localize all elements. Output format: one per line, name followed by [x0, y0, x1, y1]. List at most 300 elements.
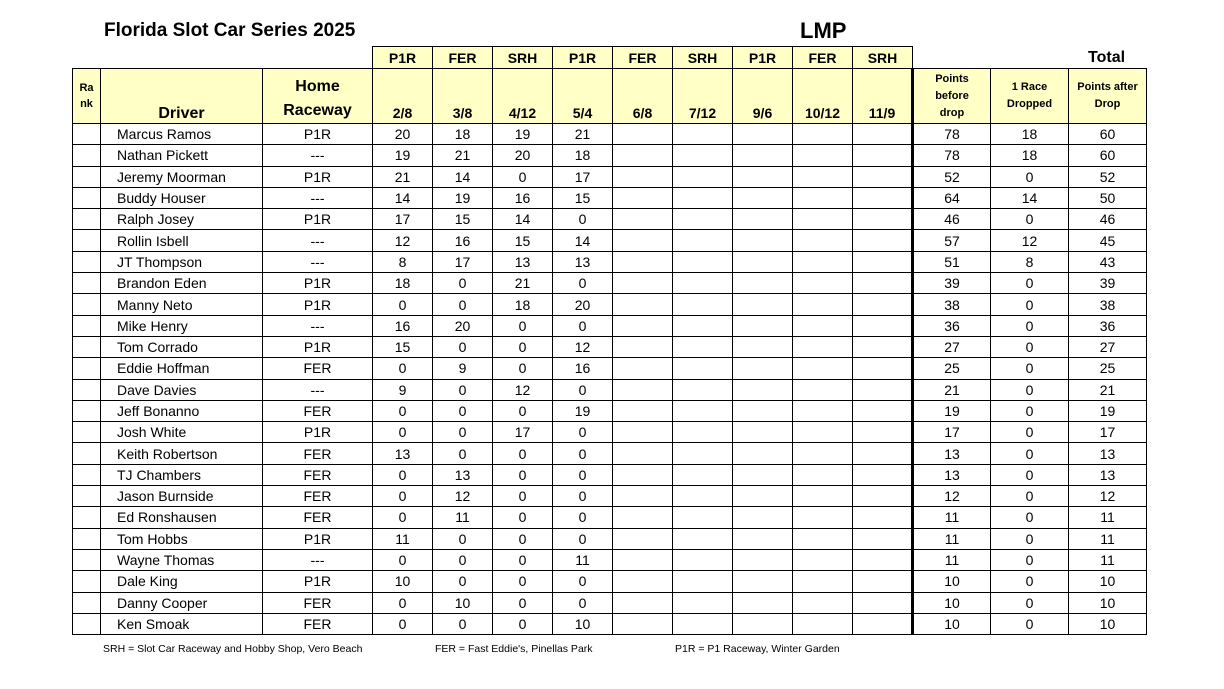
- rank-cell: [73, 443, 101, 464]
- points-before-drop-cell: 38: [913, 294, 991, 315]
- points-after-drop-cell: 52: [1069, 166, 1147, 187]
- race-dropped-cell: 0: [991, 571, 1069, 592]
- race-dropped-cell: 8: [991, 251, 1069, 272]
- race-points-cell: [793, 379, 853, 400]
- points-before-drop-cell: 11: [913, 549, 991, 570]
- driver-name-cell: Jeff Bonanno: [101, 400, 263, 421]
- race-points-cell: 0: [433, 613, 493, 634]
- race-date-header: 5/4: [553, 69, 613, 124]
- table-row: [73, 166, 1147, 187]
- points-before-drop-cell: 13: [913, 464, 991, 485]
- race-points-cell: [613, 613, 673, 634]
- race-dropped-cell: 0: [991, 294, 1069, 315]
- race-dropped-header: 1 Race Dropped: [991, 69, 1069, 124]
- home-raceway-cell: ---: [263, 230, 373, 251]
- driver-name-cell: Tom Corrado: [101, 336, 263, 357]
- race-points-cell: 0: [373, 422, 433, 443]
- race-points-cell: [793, 613, 853, 634]
- points-after-drop-cell: 12: [1069, 486, 1147, 507]
- race-points-cell: 0: [433, 549, 493, 570]
- race-points-cell: [613, 486, 673, 507]
- driver-header: Driver: [101, 69, 263, 124]
- race-points-cell: [613, 166, 673, 187]
- race-points-cell: [613, 358, 673, 379]
- race-points-cell: [853, 464, 913, 485]
- race-points-cell: 21: [433, 145, 493, 166]
- race-points-cell: [673, 486, 733, 507]
- venue-header: SRH: [673, 47, 733, 69]
- race-points-cell: [673, 549, 733, 570]
- points-before-drop-cell: 78: [913, 145, 991, 166]
- race-dropped-cell: 0: [991, 443, 1069, 464]
- race-points-cell: [853, 209, 913, 230]
- legend-srh: SRH = Slot Car Raceway and Hobby Shop, Vero Beach: [103, 643, 363, 655]
- race-date-header: 3/8: [433, 69, 493, 124]
- rank-cell: [73, 422, 101, 443]
- race-points-cell: [853, 145, 913, 166]
- race-dropped-cell: 18: [991, 145, 1069, 166]
- venue-header: P1R: [733, 47, 793, 69]
- race-points-cell: [733, 549, 793, 570]
- race-points-cell: [853, 528, 913, 549]
- points-after-drop-cell: 13: [1069, 443, 1147, 464]
- race-points-cell: [853, 549, 913, 570]
- driver-name-cell: Ed Ronshausen: [101, 507, 263, 528]
- race-points-cell: [613, 145, 673, 166]
- race-points-cell: [793, 358, 853, 379]
- page-title: Florida Slot Car Series 2025: [104, 20, 356, 41]
- race-points-cell: 11: [373, 528, 433, 549]
- race-points-cell: 17: [433, 251, 493, 272]
- race-points-cell: [673, 166, 733, 187]
- race-points-cell: 21: [373, 166, 433, 187]
- race-dropped-cell: 0: [991, 486, 1069, 507]
- race-points-cell: [853, 400, 913, 421]
- table-row: [73, 571, 1147, 592]
- race-points-cell: 0: [553, 571, 613, 592]
- driver-name-cell: Wayne Thomas: [101, 549, 263, 570]
- race-points-cell: [853, 613, 913, 634]
- race-points-cell: [613, 209, 673, 230]
- race-points-cell: [793, 315, 853, 336]
- race-points-cell: [793, 124, 853, 145]
- race-points-cell: [673, 230, 733, 251]
- race-dropped-cell: 0: [991, 209, 1069, 230]
- race-points-cell: [733, 166, 793, 187]
- race-date-header: 10/12: [793, 69, 853, 124]
- race-points-cell: 13: [493, 251, 553, 272]
- home-raceway-cell: ---: [263, 549, 373, 570]
- race-dropped-cell: 0: [991, 273, 1069, 294]
- race-points-cell: 16: [553, 358, 613, 379]
- race-points-cell: [853, 358, 913, 379]
- rank-cell: [73, 400, 101, 421]
- race-points-cell: 0: [553, 379, 613, 400]
- driver-name-cell: Eddie Hoffman: [101, 358, 263, 379]
- home-raceway-header: Home Raceway: [263, 69, 373, 124]
- rank-header: Ra nk: [73, 69, 101, 124]
- race-points-cell: 16: [373, 315, 433, 336]
- table-row: [73, 145, 1147, 166]
- race-points-cell: 0: [433, 273, 493, 294]
- race-points-cell: [673, 336, 733, 357]
- race-dropped-cell: 0: [991, 166, 1069, 187]
- race-points-cell: [673, 273, 733, 294]
- rank-cell: [73, 294, 101, 315]
- points-after-drop-cell: 27: [1069, 336, 1147, 357]
- race-points-cell: [733, 528, 793, 549]
- race-points-cell: [853, 230, 913, 251]
- table-row: [73, 400, 1147, 421]
- points-before-drop-cell: 25: [913, 358, 991, 379]
- race-points-cell: [733, 507, 793, 528]
- home-raceway-cell: FER: [263, 592, 373, 613]
- race-points-cell: 18: [433, 124, 493, 145]
- driver-name-cell: Tom Hobbs: [101, 528, 263, 549]
- points-after-drop-cell: 60: [1069, 124, 1147, 145]
- race-points-cell: 0: [433, 443, 493, 464]
- points-before-drop-cell: 57: [913, 230, 991, 251]
- race-points-cell: 0: [373, 400, 433, 421]
- race-points-cell: [793, 273, 853, 294]
- driver-name-cell: Mike Henry: [101, 315, 263, 336]
- race-points-cell: [853, 486, 913, 507]
- race-points-cell: [613, 507, 673, 528]
- table-row: [73, 486, 1147, 507]
- race-points-cell: 0: [433, 528, 493, 549]
- rank-cell: [73, 315, 101, 336]
- rank-cell: [73, 209, 101, 230]
- race-points-cell: 0: [553, 443, 613, 464]
- race-points-cell: 14: [433, 166, 493, 187]
- race-points-cell: 12: [553, 336, 613, 357]
- race-dropped-cell: 0: [991, 613, 1069, 634]
- points-before-drop-cell: 19: [913, 400, 991, 421]
- race-dropped-cell: 0: [991, 592, 1069, 613]
- race-points-cell: [673, 251, 733, 272]
- race-points-cell: 0: [433, 336, 493, 357]
- race-points-cell: [613, 379, 673, 400]
- race-points-cell: [733, 486, 793, 507]
- race-points-cell: [733, 230, 793, 251]
- home-raceway-cell: P1R: [263, 336, 373, 357]
- table-row: [73, 230, 1147, 251]
- driver-name-cell: Ken Smoak: [101, 613, 263, 634]
- home-raceway-cell: P1R: [263, 528, 373, 549]
- points-before-drop-cell: 10: [913, 592, 991, 613]
- race-points-cell: 0: [553, 315, 613, 336]
- race-points-cell: 15: [553, 187, 613, 208]
- race-points-cell: [673, 507, 733, 528]
- race-dropped-cell: 0: [991, 336, 1069, 357]
- race-points-cell: [613, 400, 673, 421]
- points-after-drop-cell: 21: [1069, 379, 1147, 400]
- race-points-cell: 10: [433, 592, 493, 613]
- points-before-drop-header: Points before drop: [913, 69, 991, 124]
- race-dropped-cell: 12: [991, 230, 1069, 251]
- points-after-drop-cell: 11: [1069, 528, 1147, 549]
- driver-name-cell: JT Thompson: [101, 251, 263, 272]
- race-points-cell: 0: [373, 613, 433, 634]
- race-points-cell: [853, 124, 913, 145]
- race-date-header: 7/12: [673, 69, 733, 124]
- driver-name-cell: Manny Neto: [101, 294, 263, 315]
- class-label: LMP: [800, 18, 847, 43]
- driver-name-cell: Marcus Ramos: [101, 124, 263, 145]
- venue-header-row: [73, 47, 1147, 69]
- rank-cell: [73, 124, 101, 145]
- venue-header: FER: [433, 47, 493, 69]
- race-points-cell: 12: [373, 230, 433, 251]
- race-points-cell: [673, 528, 733, 549]
- driver-name-cell: Dale King: [101, 571, 263, 592]
- driver-name-cell: Ralph Josey: [101, 209, 263, 230]
- race-points-cell: 19: [553, 400, 613, 421]
- race-points-cell: 0: [433, 400, 493, 421]
- points-before-drop-cell: 17: [913, 422, 991, 443]
- legend-p1r: P1R = P1 Raceway, Winter Garden: [675, 643, 840, 655]
- race-points-cell: [733, 571, 793, 592]
- race-points-cell: 10: [553, 613, 613, 634]
- race-points-cell: 0: [493, 592, 553, 613]
- race-points-cell: [853, 294, 913, 315]
- race-points-cell: 13: [433, 464, 493, 485]
- race-points-cell: [673, 379, 733, 400]
- rank-cell: [73, 549, 101, 570]
- race-points-cell: 12: [493, 379, 553, 400]
- race-points-cell: 21: [493, 273, 553, 294]
- table-row: [73, 124, 1147, 145]
- race-points-cell: [793, 464, 853, 485]
- race-points-cell: [853, 507, 913, 528]
- points-after-drop-cell: 13: [1069, 464, 1147, 485]
- race-points-cell: [733, 294, 793, 315]
- race-points-cell: 20: [493, 145, 553, 166]
- race-points-cell: [793, 443, 853, 464]
- rank-cell: [73, 486, 101, 507]
- rank-cell: [73, 613, 101, 634]
- race-points-cell: 0: [493, 549, 553, 570]
- race-points-cell: 11: [433, 507, 493, 528]
- race-points-cell: [793, 422, 853, 443]
- race-points-cell: [673, 613, 733, 634]
- column-header-row: [73, 69, 1147, 124]
- points-before-drop-cell: 13: [913, 443, 991, 464]
- points-after-drop-cell: 19: [1069, 400, 1147, 421]
- rank-cell: [73, 528, 101, 549]
- race-dropped-cell: 0: [991, 549, 1069, 570]
- points-after-drop-cell: 36: [1069, 315, 1147, 336]
- race-dropped-cell: 0: [991, 422, 1069, 443]
- home-raceway-cell: P1R: [263, 422, 373, 443]
- points-before-drop-cell: 11: [913, 528, 991, 549]
- race-points-cell: 18: [553, 145, 613, 166]
- points-after-drop-cell: 11: [1069, 507, 1147, 528]
- home-raceway-cell: ---: [263, 145, 373, 166]
- race-points-cell: [673, 464, 733, 485]
- race-points-cell: [673, 400, 733, 421]
- home-raceway-cell: FER: [263, 464, 373, 485]
- race-points-cell: [613, 187, 673, 208]
- race-points-cell: [733, 187, 793, 208]
- race-points-cell: [613, 571, 673, 592]
- race-points-cell: 0: [553, 486, 613, 507]
- race-points-cell: [793, 549, 853, 570]
- race-points-cell: 0: [493, 528, 553, 549]
- driver-name-cell: Keith Robertson: [101, 443, 263, 464]
- points-after-drop-cell: 45: [1069, 230, 1147, 251]
- race-points-cell: [793, 571, 853, 592]
- race-date-header: 2/8: [373, 69, 433, 124]
- venue-header: SRH: [853, 47, 913, 69]
- race-points-cell: [733, 443, 793, 464]
- home-raceway-cell: ---: [263, 251, 373, 272]
- race-points-cell: [733, 124, 793, 145]
- driver-name-cell: Jeremy Moorman: [101, 166, 263, 187]
- race-points-cell: [673, 209, 733, 230]
- driver-name-cell: TJ Chambers: [101, 464, 263, 485]
- driver-name-cell: Jason Burnside: [101, 486, 263, 507]
- rank-cell: [73, 379, 101, 400]
- race-points-cell: [853, 336, 913, 357]
- home-raceway-cell: P1R: [263, 209, 373, 230]
- rank-cell: [73, 571, 101, 592]
- race-points-cell: 17: [493, 422, 553, 443]
- race-dropped-cell: 0: [991, 358, 1069, 379]
- table-row: [73, 209, 1147, 230]
- table-row: [73, 528, 1147, 549]
- race-points-cell: 0: [373, 549, 433, 570]
- race-points-cell: [613, 124, 673, 145]
- race-points-cell: [733, 251, 793, 272]
- points-before-drop-cell: 39: [913, 273, 991, 294]
- table-row: [73, 336, 1147, 357]
- standings-table: [72, 46, 1147, 635]
- home-raceway-cell: FER: [263, 358, 373, 379]
- race-points-cell: [673, 315, 733, 336]
- race-points-cell: [793, 145, 853, 166]
- points-before-drop-cell: 27: [913, 336, 991, 357]
- race-points-cell: [793, 336, 853, 357]
- home-raceway-cell: P1R: [263, 294, 373, 315]
- legend-fer: FER = Fast Eddie's, Pinellas Park: [435, 643, 593, 655]
- points-before-drop-cell: 10: [913, 571, 991, 592]
- rank-cell: [73, 592, 101, 613]
- race-date-header: 6/8: [613, 69, 673, 124]
- race-points-cell: [853, 571, 913, 592]
- driver-name-cell: Nathan Pickett: [101, 145, 263, 166]
- race-points-cell: [673, 422, 733, 443]
- table-row: [73, 251, 1147, 272]
- points-after-drop-cell: 10: [1069, 571, 1147, 592]
- race-points-cell: 14: [493, 209, 553, 230]
- race-points-cell: [673, 592, 733, 613]
- race-points-cell: [793, 528, 853, 549]
- points-before-drop-cell: 12: [913, 486, 991, 507]
- race-points-cell: 0: [493, 166, 553, 187]
- race-dropped-cell: 14: [991, 187, 1069, 208]
- race-points-cell: 15: [493, 230, 553, 251]
- race-points-cell: [613, 251, 673, 272]
- points-before-drop-cell: 10: [913, 613, 991, 634]
- venue-header: P1R: [373, 47, 433, 69]
- race-points-cell: 0: [433, 422, 493, 443]
- race-points-cell: [613, 294, 673, 315]
- race-points-cell: [733, 273, 793, 294]
- home-raceway-cell: P1R: [263, 571, 373, 592]
- race-points-cell: 0: [493, 315, 553, 336]
- race-points-cell: 9: [373, 379, 433, 400]
- race-points-cell: 0: [553, 507, 613, 528]
- race-points-cell: [793, 230, 853, 251]
- points-after-drop-header: Points after Drop: [1069, 69, 1147, 124]
- race-points-cell: 8: [373, 251, 433, 272]
- points-after-drop-cell: 10: [1069, 613, 1147, 634]
- points-after-drop-cell: 60: [1069, 145, 1147, 166]
- race-points-cell: 19: [433, 187, 493, 208]
- home-raceway-cell: ---: [263, 187, 373, 208]
- race-points-cell: [613, 422, 673, 443]
- race-points-cell: 0: [493, 571, 553, 592]
- table-row: [73, 379, 1147, 400]
- table-row: [73, 294, 1147, 315]
- home-raceway-cell: FER: [263, 400, 373, 421]
- home-raceway-cell: ---: [263, 379, 373, 400]
- table-row: [73, 464, 1147, 485]
- race-dropped-cell: 0: [991, 400, 1069, 421]
- points-after-drop-cell: 17: [1069, 422, 1147, 443]
- race-points-cell: 21: [553, 124, 613, 145]
- rank-cell: [73, 230, 101, 251]
- race-points-cell: [733, 464, 793, 485]
- race-points-cell: 0: [553, 209, 613, 230]
- points-after-drop-cell: 43: [1069, 251, 1147, 272]
- race-points-cell: 0: [433, 294, 493, 315]
- race-points-cell: 20: [433, 315, 493, 336]
- race-points-cell: 0: [553, 464, 613, 485]
- rank-cell: [73, 273, 101, 294]
- driver-name-cell: Josh White: [101, 422, 263, 443]
- rank-cell: [73, 145, 101, 166]
- points-before-drop-cell: 78: [913, 124, 991, 145]
- race-points-cell: 0: [373, 464, 433, 485]
- race-points-cell: [673, 294, 733, 315]
- race-points-cell: 20: [553, 294, 613, 315]
- points-after-drop-cell: 11: [1069, 549, 1147, 570]
- race-points-cell: [733, 592, 793, 613]
- table-row: [73, 315, 1147, 336]
- points-before-drop-cell: 36: [913, 315, 991, 336]
- race-points-cell: 14: [373, 187, 433, 208]
- race-points-cell: 0: [373, 294, 433, 315]
- race-points-cell: 17: [553, 166, 613, 187]
- points-before-drop-cell: 52: [913, 166, 991, 187]
- points-before-drop-cell: 51: [913, 251, 991, 272]
- race-points-cell: 13: [553, 251, 613, 272]
- rank-cell: [73, 358, 101, 379]
- race-points-cell: 0: [493, 507, 553, 528]
- driver-name-cell: Buddy Houser: [101, 187, 263, 208]
- venue-header: FER: [613, 47, 673, 69]
- race-points-cell: [673, 124, 733, 145]
- race-points-cell: [793, 400, 853, 421]
- race-points-cell: 13: [373, 443, 433, 464]
- points-after-drop-cell: 38: [1069, 294, 1147, 315]
- race-points-cell: 10: [373, 571, 433, 592]
- home-raceway-cell: P1R: [263, 166, 373, 187]
- race-points-cell: 0: [373, 592, 433, 613]
- points-before-drop-cell: 46: [913, 209, 991, 230]
